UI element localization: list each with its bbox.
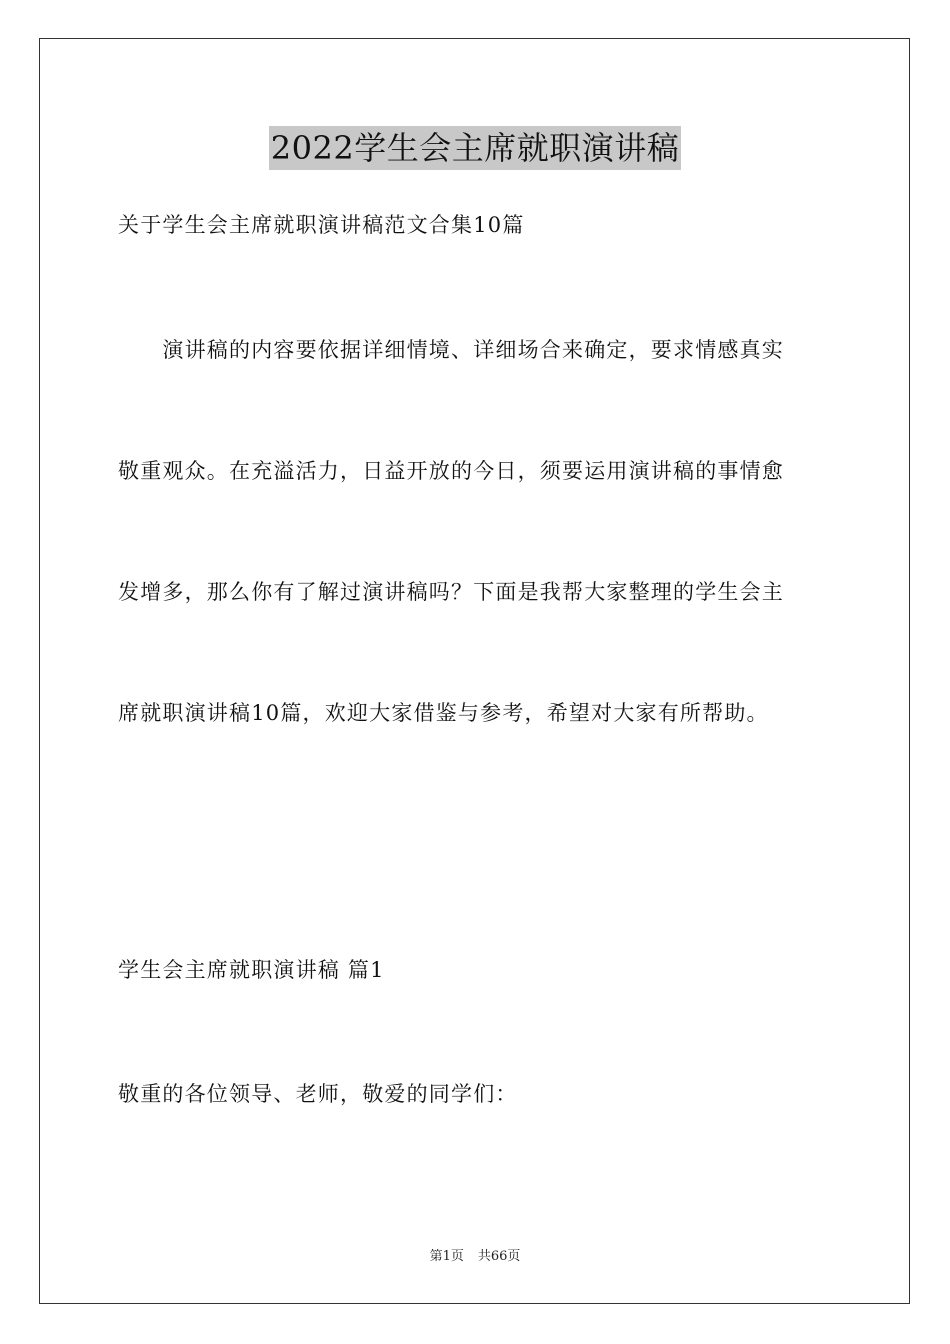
page-number-current: 第1页 (429, 1249, 464, 1264)
subtitle-line: 关于学生会主席就职演讲稿范文合集10篇 (118, 213, 525, 237)
page-number-total: 共66页 (477, 1249, 521, 1264)
page-footer (0, 1248, 950, 1266)
title-container (0, 126, 950, 170)
section-heading: 学生会主席就职演讲稿 篇1 (118, 958, 385, 982)
intro-line-4: 席就职演讲稿10篇，欢迎大家借鉴与参考，希望对大家有所帮助。 (118, 701, 769, 725)
intro-line-3: 发增多，那么你有了解过演讲稿吗？下面是我帮大家整理的学生会主 (118, 580, 784, 604)
intro-line-1: 演讲稿的内容要依据详细情境、详细场合来确定，要求情感真实 (118, 338, 784, 362)
document-title: 2022学生会主席就职演讲稿 (269, 126, 681, 170)
greeting-line: 敬重的各位领导、老师，敬爱的同学们： (118, 1082, 518, 1106)
intro-line-2: 敬重观众。在充溢活力，日益开放的今日，须要运用演讲稿的事情愈 (118, 459, 784, 483)
